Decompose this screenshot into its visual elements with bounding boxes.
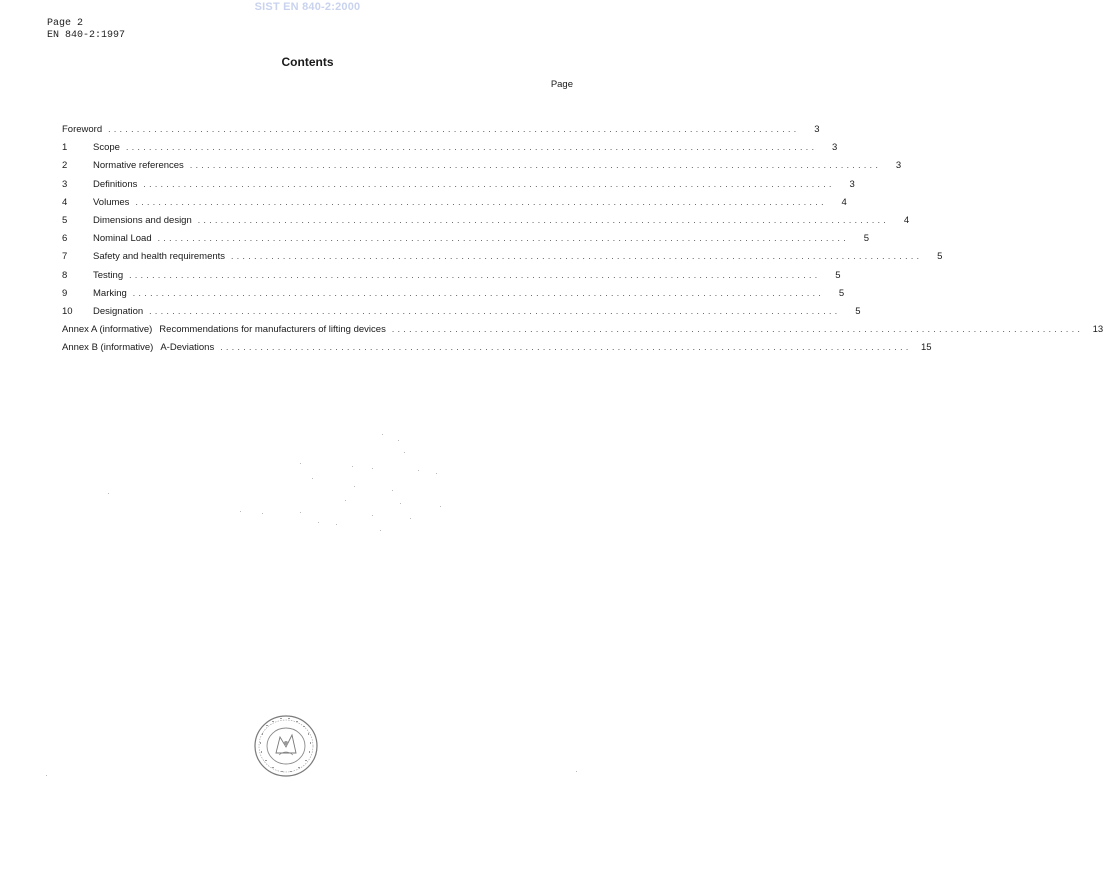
leader-dots: ........................................................................................................................ bbox=[189, 160, 882, 171]
toc-label: Recommendations for manufacturers of lifting devices bbox=[159, 324, 386, 336]
leader-dots: ........................................................................................................................ bbox=[220, 342, 912, 353]
toc-entry bbox=[62, 196, 847, 215]
toc-number: 4 bbox=[62, 196, 68, 208]
leader-dots: ........................................................................................................................ bbox=[129, 269, 821, 280]
page-title: Contents bbox=[281, 55, 334, 69]
toc-entry-annex-b bbox=[62, 342, 932, 360]
toc-entry bbox=[62, 251, 943, 269]
toc-page: 4 bbox=[903, 214, 910, 226]
toc-page: 3 bbox=[832, 142, 838, 154]
page-column-label: Page bbox=[550, 79, 573, 90]
toc-number: 10 bbox=[62, 305, 73, 317]
leader-dots: ........................................................................................................................ bbox=[149, 305, 841, 316]
toc-entry bbox=[62, 269, 841, 288]
toc-label: Normative references bbox=[93, 160, 184, 172]
leader-dots: ........................................................................................................................ bbox=[197, 214, 890, 225]
toc-number: 9 bbox=[62, 287, 68, 299]
toc-entry bbox=[62, 214, 910, 233]
toc-entry bbox=[62, 287, 845, 306]
document-id-header: EN 840-2:1997 bbox=[47, 30, 126, 41]
toc-page: 3 bbox=[895, 160, 902, 172]
leader-dots: ........................................................................................................................ bbox=[231, 251, 923, 262]
toc-page: 5 bbox=[855, 305, 861, 317]
page-number-header: Page 2 bbox=[47, 18, 84, 29]
toc-label: Definitions bbox=[93, 178, 138, 190]
toc-page: 3 bbox=[849, 178, 855, 190]
toc-entry-foreword bbox=[62, 124, 820, 142]
toc-page: 5 bbox=[863, 233, 870, 245]
leader-dots: ........................................................................................................................ bbox=[132, 287, 825, 298]
toc-entry bbox=[62, 160, 902, 178]
toc-number: 7 bbox=[62, 251, 68, 263]
leader-dots: ........................................................................................................................ bbox=[135, 196, 827, 207]
leader-dots: ........................................................................................................................ bbox=[125, 142, 818, 153]
watermark: SIST EN 840-2:2000 bbox=[254, 1, 361, 13]
toc-entry bbox=[62, 305, 861, 324]
toc-page: 5 bbox=[835, 269, 841, 281]
toc-number: 3 bbox=[62, 178, 68, 190]
toc-entry-annex-a bbox=[62, 324, 1103, 342]
annex-tag: Annex A (informative) bbox=[62, 324, 153, 336]
toc-page: 13 bbox=[1092, 324, 1103, 336]
toc-page: 3 bbox=[814, 124, 820, 135]
toc-number: 6 bbox=[62, 233, 68, 245]
toc-entry bbox=[62, 142, 838, 160]
table-of-contents bbox=[62, 124, 1103, 360]
toc-page: 5 bbox=[937, 251, 943, 263]
toc-label: Testing bbox=[93, 269, 124, 281]
toc-entry bbox=[62, 233, 870, 251]
toc-label: Foreword bbox=[62, 124, 103, 135]
toc-number: 8 bbox=[62, 269, 68, 281]
toc-label: Scope bbox=[93, 142, 120, 154]
toc-entry bbox=[62, 178, 855, 197]
leader-dots: ........................................................................................................................ bbox=[108, 124, 800, 134]
toc-label: Dimensions and design bbox=[93, 214, 192, 226]
toc-number: 1 bbox=[62, 142, 68, 154]
toc-label: Marking bbox=[93, 287, 127, 299]
toc-label: Nominal Load bbox=[93, 233, 152, 245]
annex-tag: Annex B (informative) bbox=[62, 342, 154, 354]
official-seal-stamp bbox=[252, 713, 320, 779]
toc-number: 2 bbox=[62, 160, 68, 172]
toc-label: Safety and health requirements bbox=[93, 251, 226, 263]
leader-dots: ........................................................................................................................ bbox=[157, 233, 850, 244]
toc-number: 5 bbox=[62, 214, 68, 226]
toc-label: Volumes bbox=[93, 196, 130, 208]
leader-dots: ........................................................................................................................ bbox=[143, 178, 835, 189]
toc-label: Designation bbox=[93, 305, 144, 317]
toc-label: A-Deviations bbox=[160, 342, 215, 354]
toc-page: 5 bbox=[838, 287, 845, 299]
toc-page: 15 bbox=[921, 342, 932, 354]
leader-dots: ........................................................................................................................ bbox=[391, 324, 1084, 335]
toc-page: 4 bbox=[841, 196, 847, 208]
